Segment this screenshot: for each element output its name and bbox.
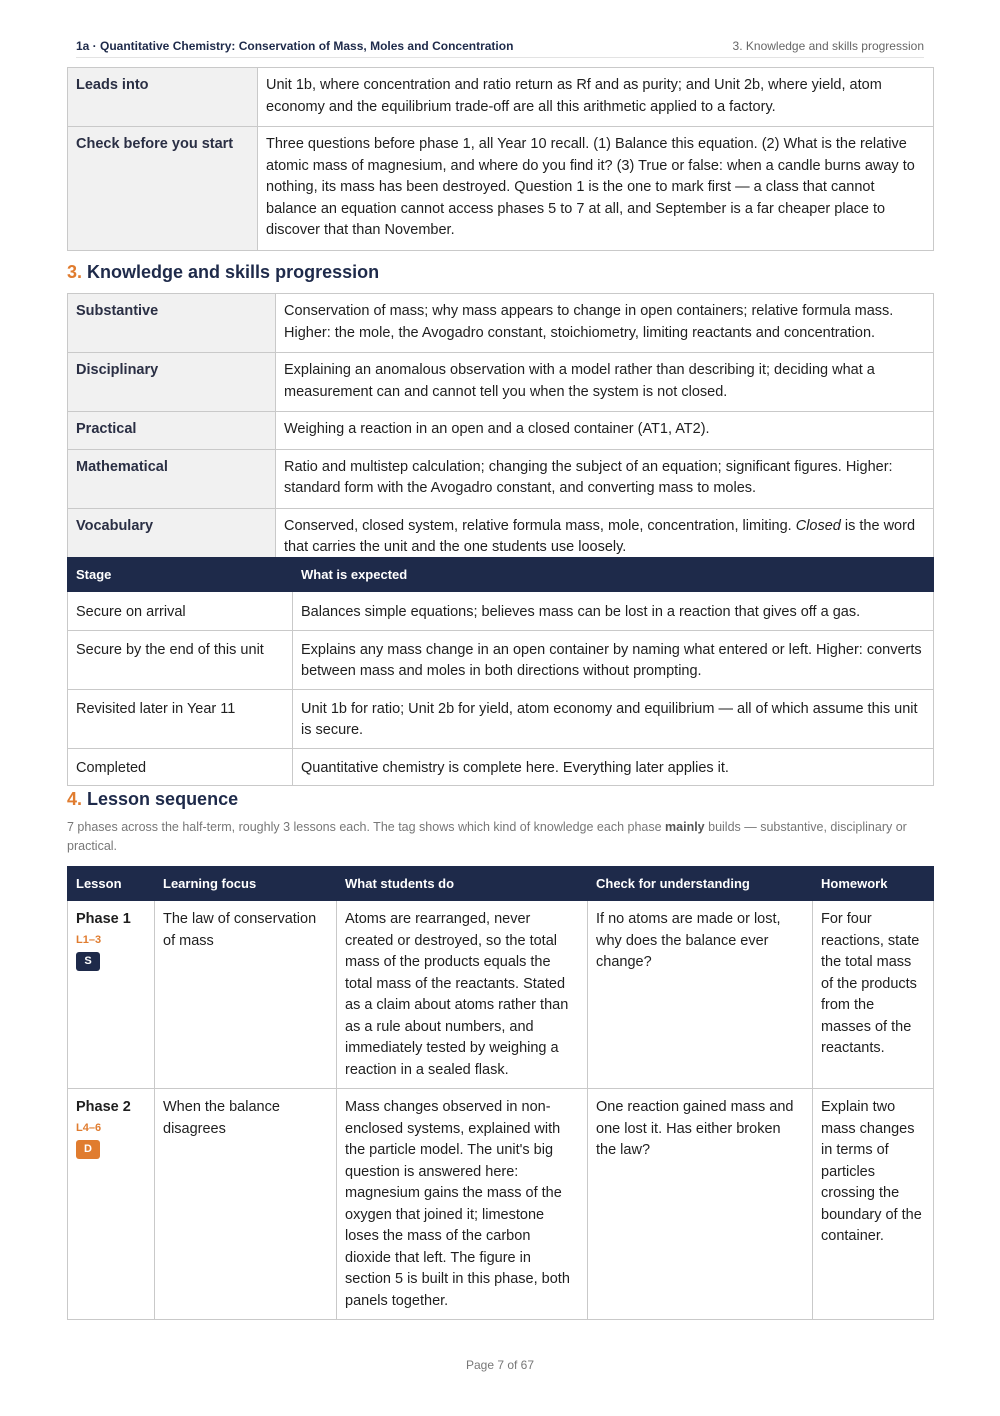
check-cell: If no atoms are made or lost, why does the balance ever change? [588, 901, 813, 1089]
intro-text: builds — substantive, disciplinary or practical. [67, 820, 907, 853]
table-row [68, 412, 934, 450]
row-value: Three questions before phase 1, all Year 10 recall. (1) Balance this equation. (2) What is the relative atomic mass of magnesium, and where do you find it? (3) True or false: when a candle burns away to nothing, its mass has been destroyed. Question 1 is the one to mark first — a class that cannot balance an equation cannot access phases 5 to 7 at all, and September is a far cheaper place to discover that than November. [258, 127, 934, 251]
row-value: Explaining an anomalous observation with a model rather than describing it; deciding what a measurement can and cannot tell you when the system is not closed. [276, 353, 934, 412]
knowledge-table-wrap [67, 293, 934, 568]
focus-cell: The law of conservation of mass [155, 901, 337, 1089]
table-row [68, 630, 934, 689]
table-row [68, 689, 934, 748]
activity-cell: Mass changes observed in non-enclosed systems, explained with the particle model. The unit's big question is answered here: magnesium gains the mass of the oxygen that joined it; limestone loses the mass of the carbon dioxide that left. The figure in section 5 is built in this phase, both panels together. [337, 1089, 588, 1320]
lesson-cell [68, 1089, 155, 1320]
context-table [67, 67, 934, 251]
column-header: What is expected [293, 558, 934, 592]
section-number: 3. [67, 262, 83, 282]
lesson-cell [68, 901, 155, 1089]
table-header-row [68, 558, 934, 592]
column-header: Stage [68, 558, 293, 592]
section-intro [67, 818, 934, 856]
stage-cell: Revisited later in Year 11 [68, 689, 293, 748]
table-row [68, 592, 934, 631]
row-value: Ratio and multistep calculation; changing the subject of an equation; significant figures. Higher: standard form with the Avogadro constant, and converting mass to moles. [276, 449, 934, 508]
expected-cell: Explains any mass change in an open container by naming what entered or left. Higher: converts between mass and moles in both directions without prompting. [293, 630, 934, 689]
row-label: Leads into [68, 68, 258, 127]
row-value: Conservation of mass; why mass appears to change in open containers; relative formula mass. Higher: the mole, the Avogadro constant, stoichiometry, limiting reactants and concentration. [276, 294, 934, 353]
row-label: Practical [68, 412, 276, 450]
lesson-table [67, 866, 934, 1320]
phase-lessons: L1–3 [76, 933, 102, 946]
section-heading-4 [67, 789, 238, 810]
column-header: Check for understanding [588, 867, 813, 901]
column-header: Homework [813, 867, 934, 901]
section-indicator: 3. Knowledge and skills progression [732, 39, 924, 53]
activity-cell: Atoms are rearranged, never created or destroyed, so the total mass of the products equals the total mass of the reactants. Stated as a claim about atoms rather than as a rule about numbers, and immediately tested by weighing a reaction in a sealed flask. [337, 901, 588, 1089]
expected-cell: Balances simple equations; believes mass can be lost in a reaction that gives off a gas. [293, 592, 934, 631]
row-label: Mathematical [68, 449, 276, 508]
section-heading-3 [67, 262, 379, 283]
intro-bold: mainly [665, 820, 705, 834]
homework-cell: Explain two mass changes in terms of particles crossing the boundary of the container. [813, 1089, 934, 1320]
running-header [76, 37, 924, 58]
table-row [68, 68, 934, 127]
check-cell: One reaction gained mass and one lost it. Has either broken the law? [588, 1089, 813, 1320]
row-value: Unit 1b, where concentration and ratio return as Rf and as purity; and Unit 2b, where yield, atom economy and the equilibrium trade-off are all this arithmetic applied to a factory. [258, 68, 934, 127]
knowledge-tag: S [76, 952, 100, 971]
column-header: Learning focus [155, 867, 337, 901]
table-row [68, 748, 934, 786]
value-text: is the word that carries the unit and the one students use loosely. [284, 517, 916, 555]
table-row [68, 901, 934, 1089]
intro-text: 7 phases across the half-term, roughly 3 lessons each. The tag shows which kind of knowledge each phase [67, 820, 666, 834]
row-label: Disciplinary [68, 353, 276, 412]
homework-cell: For four reactions, state the total mass of the products from the masses of the reactants. [813, 901, 934, 1089]
table-row [68, 353, 934, 412]
value-text: Conserved, closed system, relative formula mass, mole, concentration, limiting. [284, 517, 796, 534]
stage-cell: Secure by the end of this unit [68, 630, 293, 689]
stage-cell: Completed [68, 748, 293, 786]
phase-name: Phase 2 [76, 1099, 131, 1115]
stage-table [67, 557, 934, 786]
page-number: Page 7 of 67 [465, 1358, 535, 1372]
row-label: Vocabulary [68, 508, 276, 567]
table-row [68, 294, 934, 353]
section-number: 4. [67, 789, 83, 809]
lesson-table-wrap [67, 866, 934, 1320]
section-title: Knowledge and skills progression [87, 262, 380, 282]
knowledge-tag: D [76, 1140, 100, 1159]
stage-cell: Secure on arrival [68, 592, 293, 631]
knowledge-table [67, 293, 934, 568]
row-label: Substantive [68, 294, 276, 353]
expected-cell: Quantitative chemistry is complete here. Everything later applies it. [293, 748, 934, 786]
document-title: 1a · Quantitative Chemistry: Conservation of Mass, Moles and Concentration [76, 39, 514, 53]
section-title: Lesson sequence [87, 789, 239, 809]
table-row [68, 127, 934, 251]
table-row [68, 449, 934, 508]
phase-lessons: L4–6 [76, 1121, 102, 1134]
emphasis-text: Closed [795, 517, 841, 534]
context-table-wrap [67, 67, 934, 251]
row-value: Weighing a reaction in an open and a closed container (AT1, AT2). [276, 412, 934, 450]
phase-name: Phase 1 [76, 911, 131, 927]
column-header: What students do [337, 867, 588, 901]
column-header: Lesson [68, 867, 155, 901]
row-label: Check before you start [68, 127, 258, 251]
expected-cell: Unit 1b for ratio; Unit 2b for yield, atom economy and equilibrium — all of which assume this unit is secure. [293, 689, 934, 748]
focus-cell: When the balance disagrees [155, 1089, 337, 1320]
stage-table-wrap [67, 557, 934, 786]
table-header-row [68, 867, 934, 901]
table-row [68, 1089, 934, 1320]
